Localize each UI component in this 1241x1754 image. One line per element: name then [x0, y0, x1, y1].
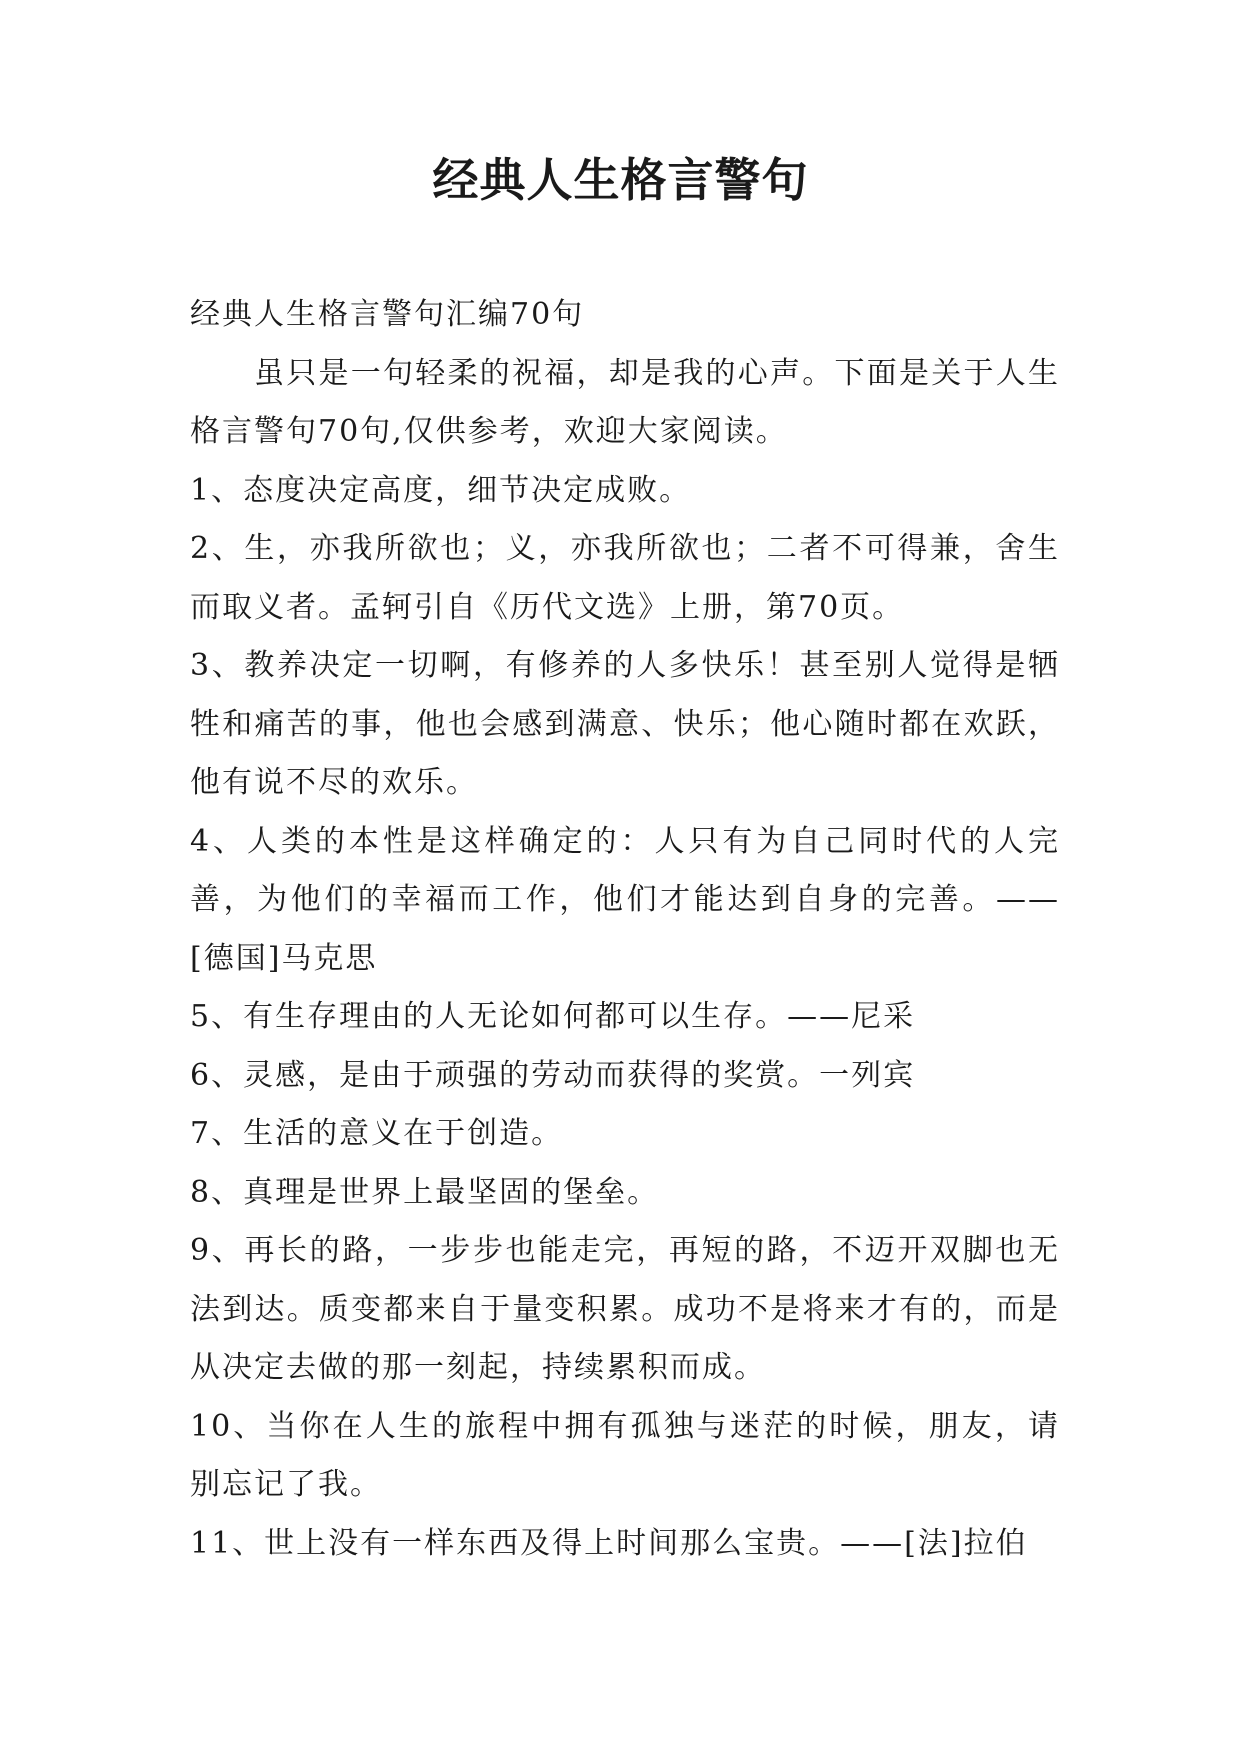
quote-item-8: 8、真理是世界上最坚固的堡垒。 [190, 1174, 660, 1210]
quote-item-11: 11、世上没有一样东西及得上时间那么宝贵。——[法]拉伯 [190, 1525, 1028, 1561]
subtitle-line: 经典人生格言警句汇编70句 [190, 297, 585, 332]
quote-item-1: 1、态度决定高度，细节决定成败。 [190, 472, 692, 508]
quote-item-10: 10、当你在人生的旅程中拥有孤独与迷茫的时候，朋友，请别忘记了我。 [190, 1408, 1060, 1502]
document-body [190, 286, 1060, 1573]
quote-item-6: 6、灵感，是由于顽强的劳动而获得的奖赏。一列宾 [190, 1057, 916, 1093]
page-title: 经典人生格言警句 [432, 153, 809, 207]
quote-item-5: 5、有生存理由的人无论如何都可以生存。——尼采 [190, 999, 916, 1034]
quote-item-3: 3、教养决定一切啊，有修养的人多快乐！甚至别人觉得是牺牲和痛苦的事，他也会感到满意、快乐；他心随时都在欢跃，他有说不尽的欢乐。 [190, 648, 1060, 800]
quote-item-4: 4、人类的本性是这样确定的：人只有为自己同时代的人完善，为他们的幸福而工作，他们才能达到自身的完善。——[德国]马克思 [190, 823, 1060, 976]
intro-paragraph: 虽只是一句轻柔的祝福，却是我的心声。下面是关于人生格言警句70句,仅供参考，欢迎大家阅读。 [190, 355, 1060, 449]
quote-item-7: 7、生活的意义在于创造。 [190, 1116, 564, 1151]
quote-item-2: 2、生，亦我所欲也；义，亦我所欲也；二者不可得兼，舍生而取义者。孟轲引自《历代文选》上册，第70页。 [190, 531, 1060, 625]
quote-item-9: 9、再长的路，一步步也能走完，再短的路，不迈开双脚也无法到达。质变都来自于量变积累。成功不是将来才有的，而是从决定去做的那一刻起，持续累积而成。 [190, 1233, 1060, 1385]
